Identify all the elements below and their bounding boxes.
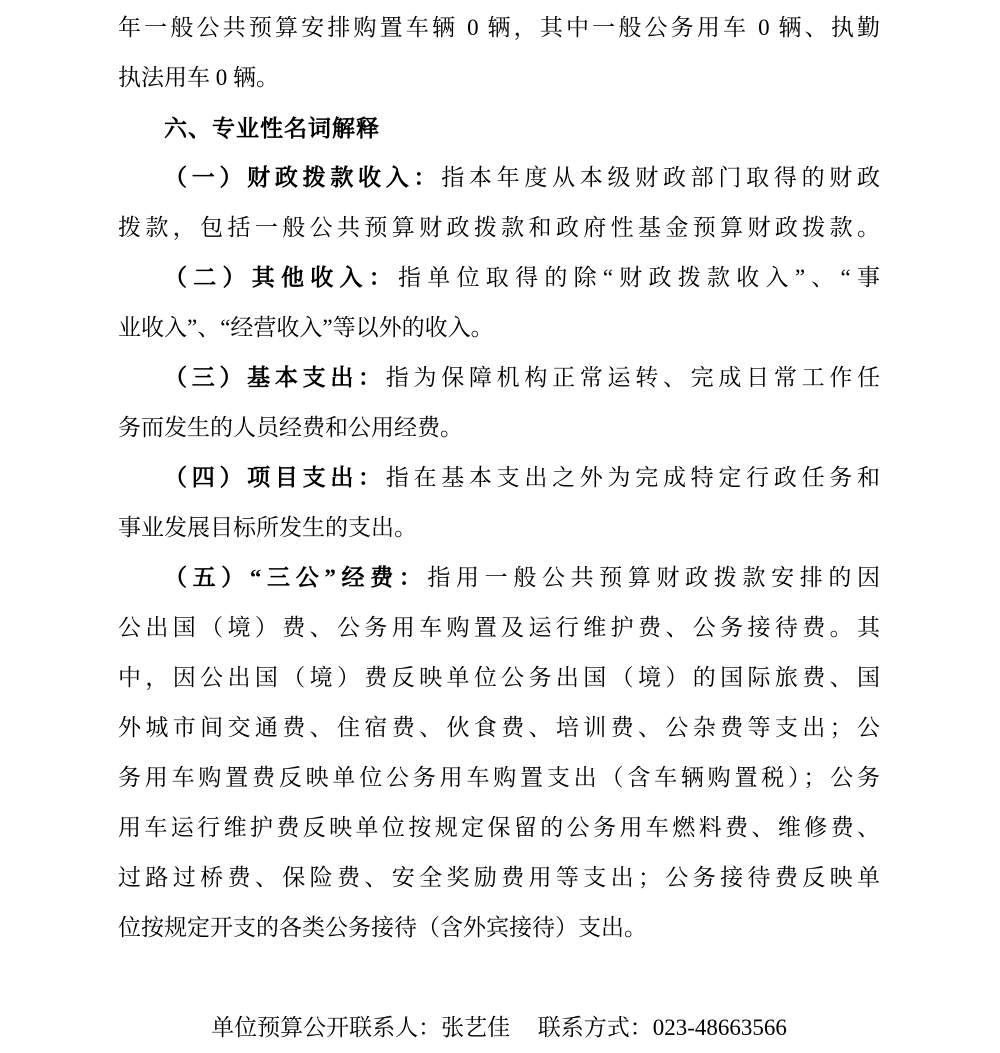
definition-paragraphs [118, 153, 880, 953]
term-line: 事业发展目标所发生的支出。 [118, 515, 417, 540]
term-line: 位按规定开支的各类公务接待（含外宾接待）支出。 [118, 915, 647, 940]
section-heading: 六、专业性名词解释 [164, 115, 380, 141]
contact-phone: 联系方式：023-48663566 [537, 1015, 787, 1040]
term-line: 外城市间交通费、住宿费、伙食费、培训费、公杂费等支出；公 [118, 715, 880, 740]
term-line: （四）项目支出：指在基本支出之外为完成特定行政任务和 [164, 465, 881, 490]
term-line: 拨款，包括一般公共预算财政拨款和政府性基金预算财政拨款。 [118, 215, 880, 240]
term-line: 业收入”、“经营收入”等以外的收入。 [118, 315, 494, 340]
term-line: 务而发生的人员经费和公用经费。 [118, 415, 463, 440]
term-lead: （一）财政拨款收入： [164, 165, 442, 190]
term-lead: （五）“三公”经费： [164, 565, 428, 590]
term-lead: （四）项目支出： [164, 465, 386, 490]
intro-line: 年一般公共预算安排购置车辆 0 辆，其中一般公务用车 0 辆、执勤 [118, 15, 880, 40]
term-line: 务用车购置费反映单位公务用车购置支出（含车辆购置税）；公务 [118, 765, 880, 790]
term-line: （五）“三公”经费：指用一般公共预算财政拨款安排的因 [164, 565, 881, 590]
term-line: （二）其他收入：指单位取得的除“财政拨款收入”、“事 [164, 265, 880, 290]
term-lead: （二）其他收入： [164, 265, 399, 290]
term-line: 中，因公出国（境）费反映单位公务出国（境）的国际旅费、国 [118, 665, 880, 690]
intro-paragraph-continuation [118, 3, 880, 103]
term-line: 过路过桥费、保险费、安全奖励费用等支出；公务接待费反映单 [118, 865, 880, 890]
term-lead: （三）基本支出： [164, 365, 386, 390]
term-line: 用车运行维护费反映单位按规定保留的公务用车燃料费、维修费、 [118, 815, 880, 840]
contact-line [118, 1003, 880, 1053]
contact-person: 单位预算公开联系人：张艺佳 [211, 1015, 511, 1040]
blank-line [118, 953, 880, 1003]
term-line: （三）基本支出：指为保障机构正常运转、完成日常工作任 [164, 365, 881, 390]
term-line: 公出国（境）费、公务用车购置及运行维护费、公务接待费。其 [118, 615, 880, 640]
intro-line: 执法用车 0 辆。 [118, 65, 279, 90]
term-line: （一）财政拨款收入：指本年度从本级财政部门取得的财政 [164, 165, 881, 190]
